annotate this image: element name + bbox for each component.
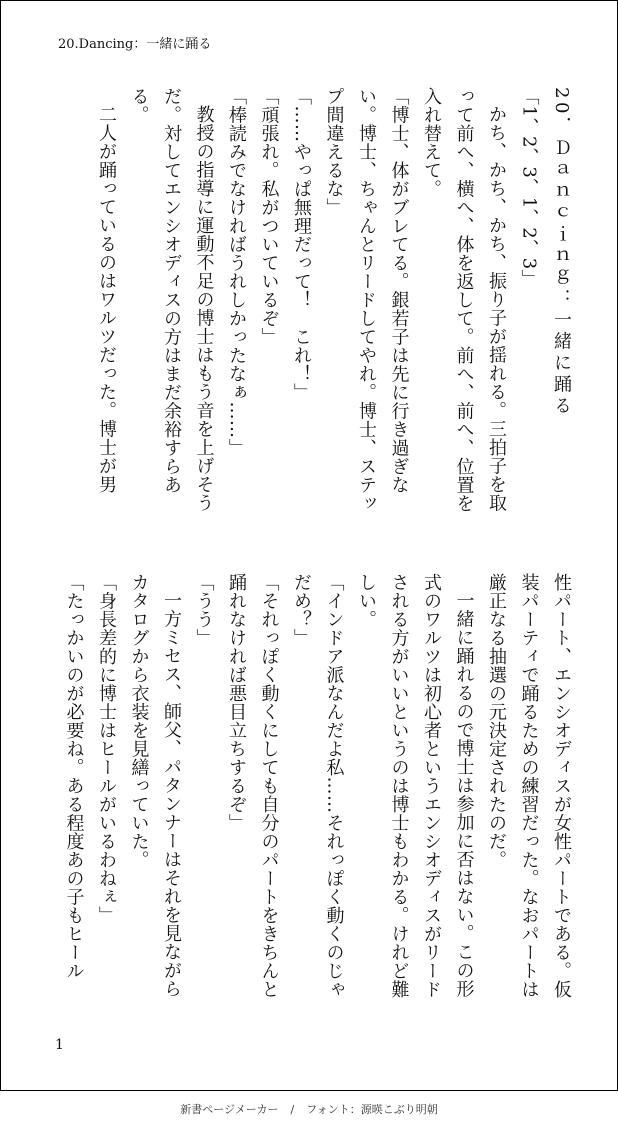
paragraph: 一方ミセス、師父、パタンナーはそれを見ながらカタログから衣装を見繕っていた。: [128, 573, 182, 998]
paragraph: 教授の指導に運動不足の博士はもう音を上げそうだ。対してエンシオディスの方はまだ余裕すらある。: [128, 87, 215, 512]
running-header: 20.Dancing：一緒に踊る: [58, 37, 212, 52]
page-number: 1: [55, 1037, 64, 1053]
app-name: 新書ページメーカー: [180, 1103, 279, 1116]
paragraph: 二人が踊っているのはワルツだった。博士が男: [96, 105, 117, 494]
paragraph: 「博士、体がブレてる。銀若子は先に行き過ぎない。博士、ちゃんとリードしてやれ。博士、ステップ間違えるな」: [323, 87, 410, 513]
paragraph: 「たっかいのが必要ね。ある程度あの子もヒール: [63, 573, 85, 980]
paragraph: 「……やっぱ無理だって！ これ！」: [291, 87, 312, 402]
paragraph: 一緒に踊れるので博士は参加に否はない。この形式のワルツは初心者というエンシオディスがリードされる方がいいというのは博士もわかる。けれど難しい。: [356, 573, 475, 999]
paragraph: 「うう」: [193, 573, 215, 647]
paragraph: かち、かち、かち、振り子が揺れる。三拍子を取って前へ、横へ、体を返して。前へ、前へ、位置を入れ替えて。: [421, 87, 507, 513]
paragraph: 「棒読みでなければうれしかったなぁ……」: [226, 87, 247, 457]
paragraph: 「それっぽく動くにしても自分のパートをきちんと踊れなければ悪目立ちするぞ」: [226, 573, 280, 999]
paragraph: 「インドア派なんだよ私……それっぽく動くのじゃだめ？」: [291, 573, 345, 999]
upper-text-column: [37, 87, 577, 527]
paragraph: 「身長差的に博士はヒールがいるわねぇ」: [96, 573, 117, 925]
lower-text-column: [37, 573, 577, 1013]
paragraph: 「1、2、3、1、2、3」: [518, 87, 540, 289]
paragraph: 「頑張れ。私がついているぞ」: [258, 87, 280, 346]
footer-credit: [0, 1103, 618, 1117]
footer-separator: /: [290, 1103, 295, 1116]
paragraph: 性パート、エンシオディスが女性パートである。仮装パーティで踊るための練習だった。なおパートは厳正なる抽選の元決定されたのだ。: [486, 573, 572, 999]
chapter-heading: 20．Ｄａｎｃｉｎｇ：一緒に踊る: [551, 87, 572, 418]
font-credit: フォント：源暎こぶり明朝: [306, 1103, 438, 1116]
